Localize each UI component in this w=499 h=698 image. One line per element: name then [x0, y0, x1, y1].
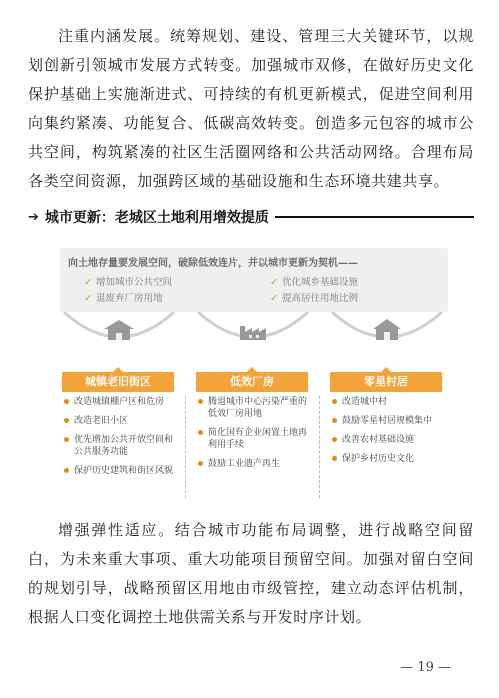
old-street-icon: [104, 320, 134, 340]
section-heading-text: 城市更新：老城区土地利用增效提质: [44, 210, 269, 226]
bullet-icon: [64, 418, 69, 423]
bullet-icon: [198, 461, 203, 466]
bullet-icon: [64, 399, 69, 404]
list-item: 简化国有企业闲置土地再利用手续: [198, 427, 310, 451]
bullet-icon: [332, 418, 337, 423]
infographic-banner: [60, 248, 448, 312]
section-heading: [28, 206, 474, 228]
column-header-village: 零星村居: [330, 372, 442, 392]
check-icon: ✓: [84, 293, 92, 304]
list-item: 腾退城市中心污染严重的低效厂房用地: [198, 396, 310, 420]
bullet-icon: [332, 456, 337, 461]
page-number: — 19 —: [400, 660, 451, 675]
column-village: [332, 396, 444, 472]
banner-item: ✓ 退废弃厂房用地: [84, 293, 163, 304]
column-header-factory: 低效厂房: [196, 372, 308, 392]
banner-item: ✓ 增加城市公共空间: [84, 277, 172, 288]
column-divider: [319, 396, 320, 498]
check-icon: ✓: [270, 277, 278, 288]
body-paragraph: 注重内涵发展。统筹规划、建设、管理三大关键环节，以规划创新引领城市发展方式转变。加强城市双修，在做好历史文化保护基础上实施渐进式、可持续的有机更新模式，促进空间利用向集约紧凑、功能复合、低碳高效转变。创造多元包容的城市公共空间，构筑紧凑的社区生活圈网络和公共活动网络。合理布局各类空间资源，加强跨区域的基础设施和生态环境共建共享。: [28, 27, 474, 190]
bullet-icon: [332, 399, 337, 404]
column-divider: [185, 396, 186, 498]
banner-item: ✓ 提高居住用地比例: [270, 293, 358, 304]
list-item: 鼓励零星村居规模集中: [332, 415, 444, 427]
column-old-street: [64, 396, 176, 484]
banner-title: 向土地存量要发展空间，破除低效连片，并以城市更新为契机——: [68, 258, 358, 269]
check-icon: ✓: [270, 293, 278, 304]
factory-icon: [240, 326, 266, 340]
list-item: 改造城中村: [332, 396, 444, 408]
list-item: 保护乡村历史文化: [332, 453, 444, 465]
list-item: 改善农村基础设施: [332, 434, 444, 446]
bullet-icon: [198, 399, 203, 404]
column-factory: [198, 396, 310, 477]
village-house-icon: [373, 319, 401, 340]
column-header-old-street: 城镇老旧街区: [62, 372, 174, 392]
bullet-icon: [64, 468, 69, 473]
bullet-icon: [198, 430, 203, 435]
arrow-icon: ➔: [28, 209, 39, 225]
check-icon: ✓: [84, 277, 92, 288]
list-item: 改造老旧小区: [64, 415, 176, 427]
list-item: 鼓励工业遗产再生: [198, 458, 310, 470]
list-item: 改造城镇棚户区和危房: [64, 396, 176, 408]
heading-rule: [275, 216, 474, 218]
banner-item: ✓ 优化城乡基础设施: [270, 277, 358, 288]
list-item: 保护历史建筑和街区风貌: [64, 465, 176, 477]
bullet-icon: [332, 437, 337, 442]
urban-renewal-infographic: [60, 248, 448, 502]
bullet-icon: [64, 437, 69, 442]
arc-connectors: [60, 312, 448, 368]
body-paragraph: 增强弹性适应。结合城市功能布局调整，进行战略空间留白，为未来重大事项、重大功能项目预留空间。加强对留白空间的规划引导，战略预留区用地由市级管控，建立动态评估机制，根据人口变化调控土地供需关系与开发时序计划。: [28, 521, 474, 626]
list-item: 优先增加公共开放空间和公共服务功能: [64, 434, 176, 458]
